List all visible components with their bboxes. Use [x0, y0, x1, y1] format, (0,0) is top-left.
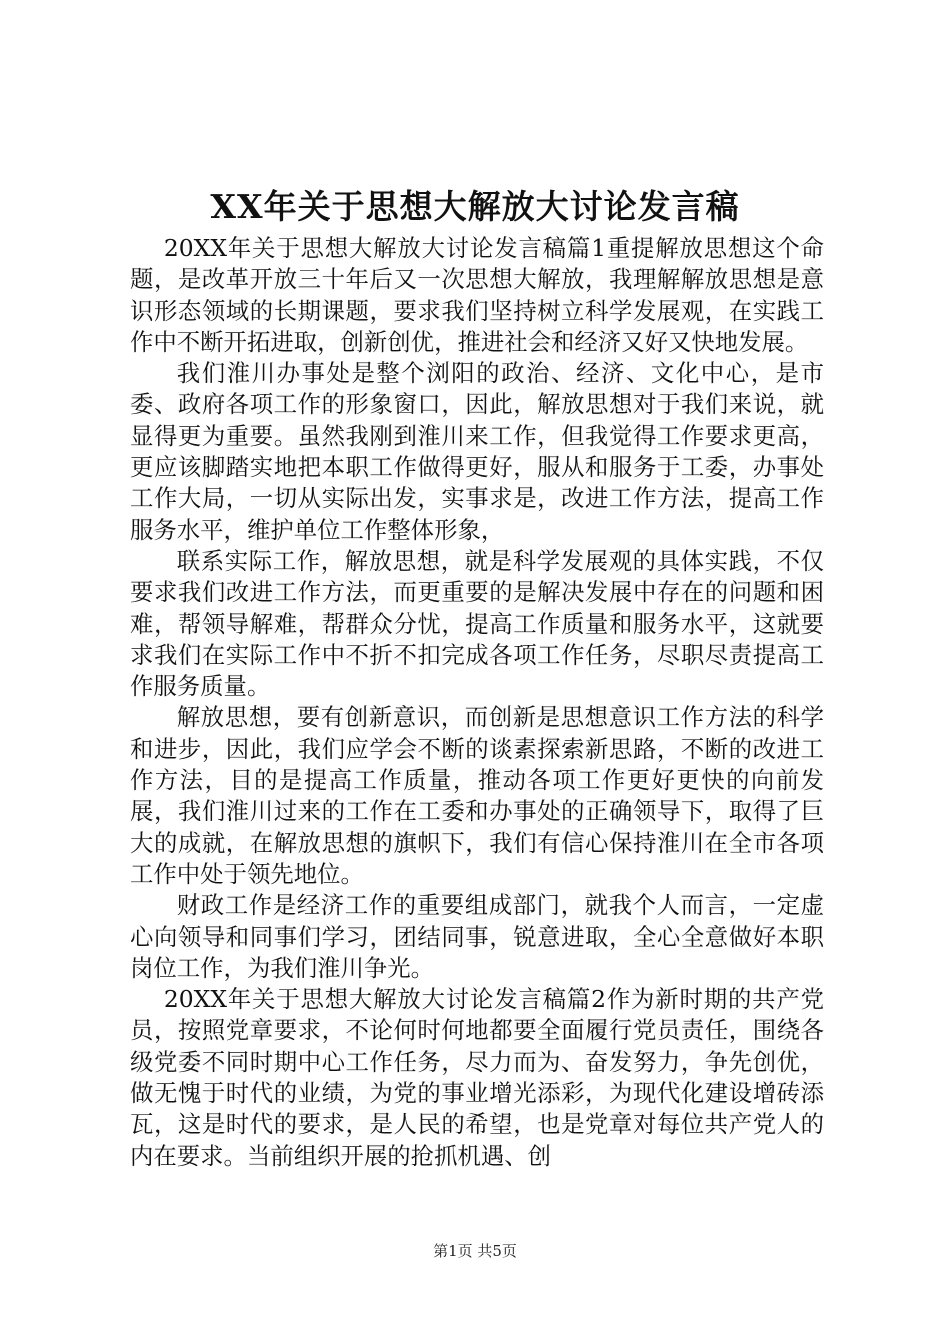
- document-title: XX年关于思想大解放大讨论发言稿: [210, 187, 740, 226]
- document-body: [130, 233, 824, 1172]
- paragraph-5: 财政工作是经济工作的重要组成部门，就我个人而言，一定虚心向领导和同事们学习，团结同事，锐意进取，全心全意做好本职岗位工作，为我们淮川争光。: [130, 891, 824, 982]
- paragraph-1: 20XX年关于思想大解放大讨论发言稿篇1重提解放思想这个命题，是改革开放三十年后又一次思想大解放，我理解解放思想是意识形态领域的长期课题，要求我们坚持树立科学发展观，在实践工作中不断开拓进取，创新创优，推进社会和经济又好又快地发展。: [130, 234, 824, 356]
- paragraph-6: 20XX年关于思想大解放大讨论发言稿篇2作为新时期的共产党员，按照党章要求，不论何时何地都要全面履行党员责任，围绕各级党委不同时期中心工作任务，尽力而为、奋发努力，争先创优，做无愧于时代的业绩，为党的事业增光添彩，为现代化建设增砖添瓦，这是时代的要求，是人民的希望，也是党章对每位共产党人的内在要求。当前组织开展的抢抓机遇、创: [130, 985, 824, 1170]
- paragraph-3: 联系实际工作，解放思想，就是科学发展观的具体实践，不仅要求我们改进工作方法，而更重要的是解决发展中存在的问题和困难，帮领导解难，帮群众分忧，提高工作质量和服务水平，这就要求我们在实际工作中不折不扣完成各项工作任务，尽职尽责提高工作服务质量。: [130, 546, 824, 701]
- paragraph-2: 我们淮川办事处是整个浏阳的政治、经济、文化中心，是市委、政府各项工作的形象窗口，因此，解放思想对于我们来说，就显得更为重要。虽然我刚到淮川来工作，但我觉得工作要求更高，更应该脚踏实地把本职工作做得更好，服从和服务于工委，办事处工作大局，一切从实际出发，实事求是，改进工作方法，提高工作服务水平，维护单位工作整体形象，: [130, 359, 824, 544]
- paragraph-4: 解放思想，要有创新意识，而创新是思想意识工作方法的科学和进步，因此，我们应学会不断的谈素探索新思路，不断的改进工作方法，目的是提高工作质量，推动各项工作更好更快的向前发展，我们淮川过来的工作在工委和办事处的正确领导下，取得了巨大的成就，在解放思想的旗帜下，我们有信心保持淮川在全市各项工作中处于领先地位。: [130, 703, 824, 888]
- page-number-footer: 第1页 共5页: [433, 1242, 517, 1260]
